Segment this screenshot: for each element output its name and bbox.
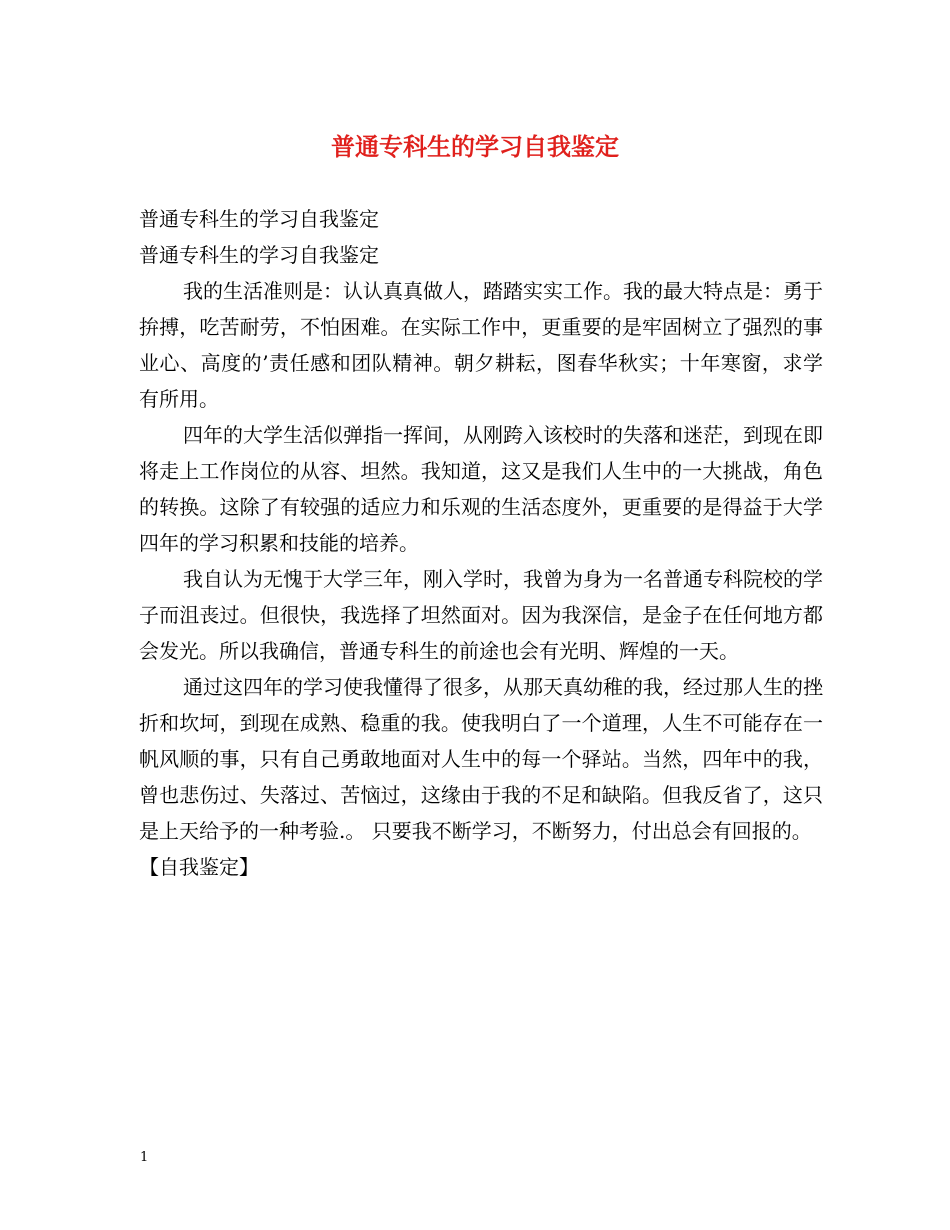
document-body: [139, 201, 823, 885]
paragraph-1: 我的生活准则是：认认真真做人，踏踏实实工作。我的最大特点是：勇于拚搏，吃苦耐劳，不怕困难。在实际工作中，更重要的是牢固树立了强烈的事业心、高度的’责任感和团队精神。朝夕耕耘，图春华秋实；十年寒窗，求学有所用。: [139, 279, 823, 411]
document-title: 普通专科生的学习自我鉴定: [331, 132, 619, 161]
page-number: 1: [140, 1150, 149, 1165]
subtitle-line-1: 普通专科生的学习自我鉴定: [139, 207, 379, 231]
paragraph-4: 通过这四年的学习使我懂得了很多，从那天真幼稚的我，经过那人生的挫折和坎坷，到现在成熟、稳重的我。使我明白了一个道理，人生不可能存在一帆风顺的事，只有自己勇敢地面对人生中的每一个驿站。当然，四年中的我，曾也悲伤过、失落过、苦恼过，这缘由于我的不足和缺陷。但我反省了，这只是上天给予的一种考验.。 只要我不断学习，不断努力，付出总会有回报的。: [139, 675, 823, 843]
closing-tag: 【自我鉴定】: [139, 855, 259, 879]
subtitle-line-2: 普通专科生的学习自我鉴定: [139, 243, 379, 267]
paragraph-3: 我自认为无愧于大学三年，刚入学时，我曾为身为一名普通专科院校的学子而沮丧过。但很快，我选择了坦然面对。因为我深信，是金子在任何地方都会发光。所以我确信，普通专科生的前途也会有光明、辉煌的一天。: [139, 567, 823, 663]
paragraph-2: 四年的大学生活似弹指一挥间，从刚跨入该校时的失落和迷茫，到现在即将走上工作岗位的从容、坦然。我知道，这又是我们人生中的一大挑战，角色的转换。这除了有较强的适应力和乐观的生活态度外，更重要的是得益于大学四年的学习积累和技能的培养。: [139, 423, 823, 555]
